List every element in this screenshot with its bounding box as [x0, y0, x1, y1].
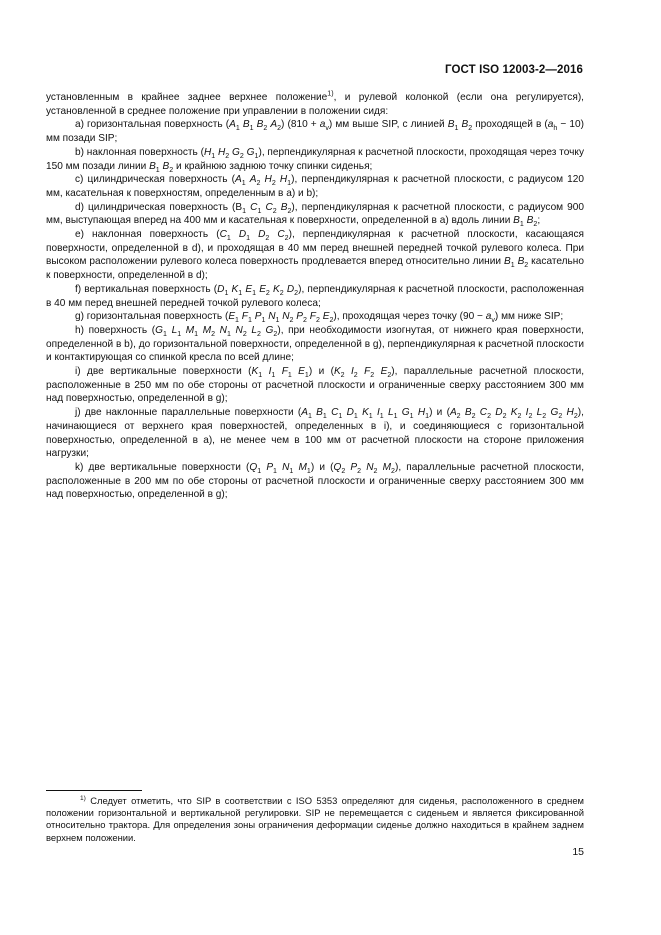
- math-symbol: A: [449, 407, 457, 419]
- subscript: 2: [272, 207, 277, 215]
- math-symbol: D: [286, 283, 295, 295]
- text-run: − 10) мм позади SIP;: [46, 119, 584, 145]
- subscript: 2: [558, 413, 563, 421]
- math-symbol: F: [364, 366, 371, 378]
- text-run: ;: [537, 215, 541, 227]
- text-run: ), перпендикулярная к расчетной плоскости, с радиусом 120 мм, касательная к поверхностям, определенным в a) и b);: [46, 174, 585, 199]
- math-symbol: E: [322, 311, 330, 323]
- math-symbol: B: [256, 119, 264, 131]
- subscript: 2: [273, 330, 278, 338]
- math-symbol: A: [270, 119, 278, 131]
- subscript: 1: [289, 468, 294, 475]
- subscript: 2: [239, 152, 244, 160]
- item-a: [46, 118, 584, 145]
- subscript: 2: [211, 330, 216, 338]
- subscript: 1: [249, 125, 254, 133]
- subscript: 2: [225, 152, 230, 160]
- subscript: 1: [177, 330, 182, 338]
- body-text: [46, 91, 584, 502]
- math-symbol: B: [149, 160, 156, 172]
- subscript: 2: [265, 235, 270, 243]
- footnote: [46, 795, 584, 844]
- math-symbol: C: [331, 407, 339, 419]
- subscript: 1: [238, 289, 243, 297]
- math-symbol: G: [155, 324, 164, 336]
- math-symbol: N: [235, 324, 243, 336]
- math-symbol: a: [319, 119, 326, 131]
- subscript: 1: [224, 289, 229, 297]
- math-symbol: K: [333, 366, 341, 378]
- text-run: ) и (: [429, 407, 450, 419]
- subscript: 2: [289, 317, 294, 325]
- math-symbol: B: [280, 201, 288, 213]
- subscript: 2: [284, 235, 289, 243]
- text-run: j) две наклонные параллельные поверхности (: [75, 407, 302, 419]
- subscript: 1: [235, 317, 239, 325]
- math-symbol: L: [251, 324, 257, 336]
- text-run: f) вертикальная поверхность (: [75, 283, 218, 295]
- text-run: e) наклонная поверхность (: [75, 229, 220, 241]
- subscript: 1: [211, 152, 216, 160]
- math-symbol: K: [251, 366, 259, 378]
- math-symbol: D: [346, 407, 354, 419]
- subscript: 2: [391, 468, 395, 475]
- math-symbol: M: [298, 461, 307, 473]
- text-run: h) поверхность (: [75, 324, 156, 336]
- subscript: 2: [387, 372, 392, 380]
- subscript: 1: [425, 413, 430, 421]
- math-symbol: F: [241, 311, 248, 323]
- math-symbol: N: [219, 324, 227, 336]
- subscript: v: [491, 317, 495, 325]
- subscript: 1: [393, 413, 398, 421]
- subscript: 1: [271, 372, 276, 380]
- subscript: 2: [265, 289, 270, 297]
- subscript: 1: [322, 413, 327, 421]
- math-symbol: a: [485, 311, 492, 323]
- text-run: ), проходящая через точку (90 −: [333, 311, 486, 323]
- math-symbol: A: [301, 407, 308, 419]
- subscript: 2: [256, 330, 261, 338]
- math-symbol: L: [387, 407, 394, 419]
- subscript: 1: [287, 180, 292, 188]
- subscript: 2: [340, 372, 345, 380]
- subscript: 2: [573, 413, 578, 421]
- math-symbol: H: [279, 174, 288, 186]
- math-symbol: B: [316, 407, 323, 419]
- subscript: 1: [379, 413, 384, 421]
- math-symbol: G: [265, 324, 274, 336]
- math-symbol: D: [217, 283, 225, 295]
- text-run: k) две вертикальные поверхности (: [75, 461, 250, 473]
- text-run: g) горизонтальная поверхность (: [75, 311, 229, 323]
- text-run: ) и (: [310, 461, 334, 473]
- math-symbol: P: [350, 461, 358, 473]
- subscript: 1: [261, 317, 266, 325]
- subscript: 2: [370, 372, 375, 380]
- subscript: v: [325, 125, 329, 133]
- subscript: 2: [279, 289, 284, 297]
- item-c: [46, 173, 584, 200]
- math-symbol: K: [273, 283, 280, 295]
- math-symbol: M: [185, 324, 195, 336]
- math-symbol: Q: [333, 461, 342, 473]
- subscript: 1: [246, 235, 251, 243]
- math-symbol: B: [517, 256, 525, 268]
- math-symbol: F: [281, 366, 288, 378]
- subscript: 1: [287, 372, 292, 380]
- subscript: 1: [273, 468, 277, 475]
- subscript: 2: [277, 125, 282, 133]
- math-symbol: K: [362, 407, 369, 419]
- math-symbol: G: [232, 146, 240, 158]
- math-symbol: M: [382, 461, 392, 473]
- text-run: ) мм ниже SIP;: [494, 311, 564, 323]
- subscript: 2: [287, 207, 292, 215]
- math-symbol: N: [268, 311, 276, 323]
- math-symbol: D: [238, 229, 247, 241]
- footnote-marker: 1): [80, 794, 86, 802]
- text-run: i) две вертикальные поверхности (: [75, 366, 252, 378]
- item-e: [46, 228, 584, 283]
- item-j: [46, 406, 584, 461]
- subscript: h: [553, 125, 558, 133]
- subscript: 2: [353, 372, 358, 380]
- math-symbol: K: [231, 283, 239, 295]
- math-symbol: I: [268, 366, 272, 378]
- footnote-reference: 1): [327, 90, 334, 98]
- text-run: , и рулевой колонкой (если она регулируется), установленной в среднее положение при управлении в положении сидя:: [46, 92, 584, 117]
- subscript: 2: [294, 289, 299, 297]
- math-symbol: H: [417, 407, 426, 419]
- text-run: ), перпендикулярная к расчетной плоскости, с радиусом 900 мм, выступающая вперед на 400 мм и касательная к поверхности, определенной в a) вдоль линии: [46, 201, 585, 227]
- subscript: 1: [304, 372, 309, 380]
- math-symbol: a: [547, 119, 554, 131]
- subscript: 1: [307, 413, 312, 421]
- subscript: 2: [456, 413, 461, 421]
- math-symbol: G: [550, 407, 559, 419]
- subscript: 2: [357, 468, 362, 475]
- math-symbol: B: [461, 119, 469, 131]
- math-symbol: H: [566, 407, 574, 419]
- item-k: [46, 461, 584, 502]
- text-run: касательно к поверхности, определенной в d);: [46, 256, 584, 282]
- text-run: ), перпендикулярная к расчетной плоскости, касающаяся поверхности, определенной в d), и проходящая в 40 мм перед внешней передней точкой рулевого колеса. При высоком расположении рулевого колеса поверхность продлевается вперед относительно линии: [46, 229, 585, 268]
- subscript: 1: [275, 317, 280, 325]
- subscript: 1: [258, 372, 263, 380]
- math-symbol: N: [282, 311, 290, 323]
- page-number: 15: [572, 846, 584, 858]
- math-symbol: N: [282, 461, 290, 473]
- item-h: [46, 324, 584, 365]
- subscript: 2: [542, 413, 547, 421]
- math-symbol: I: [376, 407, 380, 419]
- subscript: 1: [306, 468, 311, 475]
- text-run: ), перпендикулярная к расчетной плоскости, проходящая через точку 150 мм позади линии: [46, 146, 584, 172]
- math-symbol: D: [495, 407, 503, 419]
- math-symbol: E: [298, 366, 305, 378]
- subscript: 1: [241, 180, 246, 188]
- text-run: ), параллельные расчетной плоскости, расположенные в 200 мм по обе стороны от расчетной плоскости и ограниченные сверху расстоянием 300 мм над поверхностью, определенной в g);: [46, 461, 585, 501]
- math-symbol: I: [525, 407, 529, 419]
- standard-header: ГОСТ ISO 12003-2—2016: [445, 64, 583, 76]
- math-symbol: L: [536, 407, 543, 419]
- subscript: 2: [524, 262, 529, 270]
- math-symbol: B: [447, 119, 455, 131]
- math-symbol: C: [219, 229, 227, 241]
- math-symbol: I: [350, 366, 354, 378]
- text-run: b) наклонная поверхность (: [75, 146, 204, 158]
- math-symbol: E: [245, 283, 253, 295]
- math-symbol: P: [296, 311, 304, 323]
- intro-paragraph: [46, 91, 584, 118]
- subscript: 2: [528, 413, 533, 421]
- subscript: 2: [487, 413, 492, 421]
- math-symbol: B: [162, 160, 170, 172]
- subscript: 1: [257, 207, 262, 215]
- math-symbol: P: [266, 461, 274, 473]
- math-symbol: G: [401, 407, 410, 419]
- math-symbol: B: [526, 215, 534, 227]
- math-symbol: C: [250, 201, 258, 213]
- item-g: [46, 310, 584, 324]
- subscript: 1: [252, 289, 257, 297]
- subscript: 2: [303, 317, 307, 325]
- math-symbol: D: [258, 229, 266, 241]
- footnote-divider: [46, 790, 142, 791]
- math-symbol: A: [249, 174, 257, 186]
- math-symbol: P: [254, 311, 262, 323]
- subscript: 1: [242, 207, 247, 215]
- math-symbol: E: [380, 366, 388, 378]
- subscript: 1: [155, 166, 160, 174]
- subscript: 2: [468, 125, 473, 133]
- subscript: 2: [271, 180, 276, 188]
- subscript: 2: [341, 468, 346, 475]
- subscript: 1: [257, 468, 262, 475]
- subscript: 1: [519, 221, 524, 229]
- subscript: 1: [226, 330, 231, 338]
- subscript: 2: [533, 221, 538, 229]
- text-run: ) мм выше SIP, с линией: [328, 119, 448, 131]
- math-symbol: B: [464, 407, 472, 419]
- text-run: ) (810 +: [281, 119, 320, 131]
- subscript: 2: [373, 468, 378, 475]
- math-symbol: K: [510, 407, 518, 419]
- math-symbol: A: [234, 174, 242, 186]
- text-run: ), начинающиеся от верхнего края поверхностей, определенных в i), и соединяющиеся с горизонтальной поверхностью, определенной в a), не менее чем в 100 мм от расчетной плоскости на стороне приложения нагрузки;: [46, 407, 584, 460]
- subscript: 1: [409, 413, 414, 421]
- math-symbol: B: [513, 215, 520, 227]
- subscript: 1: [510, 262, 515, 270]
- subscript: 1: [226, 235, 231, 243]
- subscript: 1: [163, 330, 167, 338]
- math-symbol: H: [264, 174, 272, 186]
- text-run: a) горизонтальная поверхность (: [75, 119, 230, 131]
- item-f: [46, 283, 584, 310]
- subscript: 1: [353, 413, 358, 421]
- math-symbol: C: [265, 201, 273, 213]
- subscript: 2: [329, 317, 334, 325]
- subscript: 2: [471, 413, 476, 421]
- text-run: d) цилиндрическая поверхность (B: [75, 201, 243, 213]
- subscript: 1: [194, 330, 199, 338]
- math-symbol: L: [171, 324, 178, 336]
- item-i: [46, 365, 584, 406]
- item-d: [46, 201, 584, 228]
- math-symbol: C: [277, 229, 285, 241]
- math-symbol: F: [309, 311, 316, 323]
- text-run: ), параллельные расчетной плоскости, расположенные в 250 мм по обе стороны от расчетной плоскости и ограниченные сверху расстоянием 300 мм над поверхностью, определенной в g);: [46, 366, 585, 405]
- text-run: ) и (: [308, 366, 334, 378]
- math-symbol: E: [228, 311, 236, 323]
- math-symbol: B: [242, 119, 250, 131]
- math-symbol: C: [479, 407, 488, 419]
- subscript: 1: [254, 152, 259, 160]
- subscript: 2: [242, 330, 247, 338]
- subscript: 2: [315, 317, 320, 325]
- math-symbol: E: [259, 283, 266, 295]
- subscript: 1: [338, 413, 343, 421]
- subscript: 1: [454, 125, 459, 133]
- text-run: c) цилиндрическая поверхность (: [75, 174, 235, 186]
- text-run: ), при необходимости изогнутая, от нижнего края поверхности, определенной в b), до горизонтальной поверхности, определенной в g), перпендикулярная к расчетной плоскости и контактирующая со спинкой кресла по всей длине;: [46, 324, 584, 364]
- item-b: [46, 146, 584, 173]
- math-symbol: M: [202, 324, 212, 336]
- text-run: проходящей в (: [472, 119, 548, 131]
- math-symbol: A: [229, 119, 236, 131]
- subscript: 1: [247, 317, 252, 325]
- subscript: 1: [368, 413, 373, 421]
- subscript: 2: [517, 413, 522, 421]
- subscript: 2: [256, 180, 261, 188]
- subscript: 1: [235, 125, 240, 133]
- math-symbol: Q: [249, 461, 258, 473]
- subscript: 2: [263, 125, 268, 133]
- subscript: 2: [502, 413, 507, 421]
- math-symbol: N: [366, 461, 374, 473]
- math-symbol: G: [246, 146, 255, 158]
- text-run: установленным в крайнее заднее верхнее положение: [46, 92, 328, 103]
- subscript: 2: [169, 166, 174, 174]
- footnote-text: Следует отметить, что SIP в соответствии с ISO 5353 определяют для сиденья, расположенного в среднем положении горизонтальной и вертикальной регулировки. SIP не перемещается с сиденьем и является фиксированной относительно трактора. Для определения зоны ограничения деформации сиденье должно находиться в крайнем заднем верхнем положении.: [46, 795, 584, 843]
- math-symbol: H: [218, 146, 226, 158]
- text-run: ), перпендикулярная к расчетной плоскости, расположенная в 40 мм перед внешней передней точкой рулевого колеса;: [46, 283, 585, 309]
- math-symbol: B: [503, 256, 511, 268]
- text-run: и крайнюю заднюю точку спинки сиденья;: [173, 160, 373, 172]
- math-symbol: H: [203, 146, 212, 158]
